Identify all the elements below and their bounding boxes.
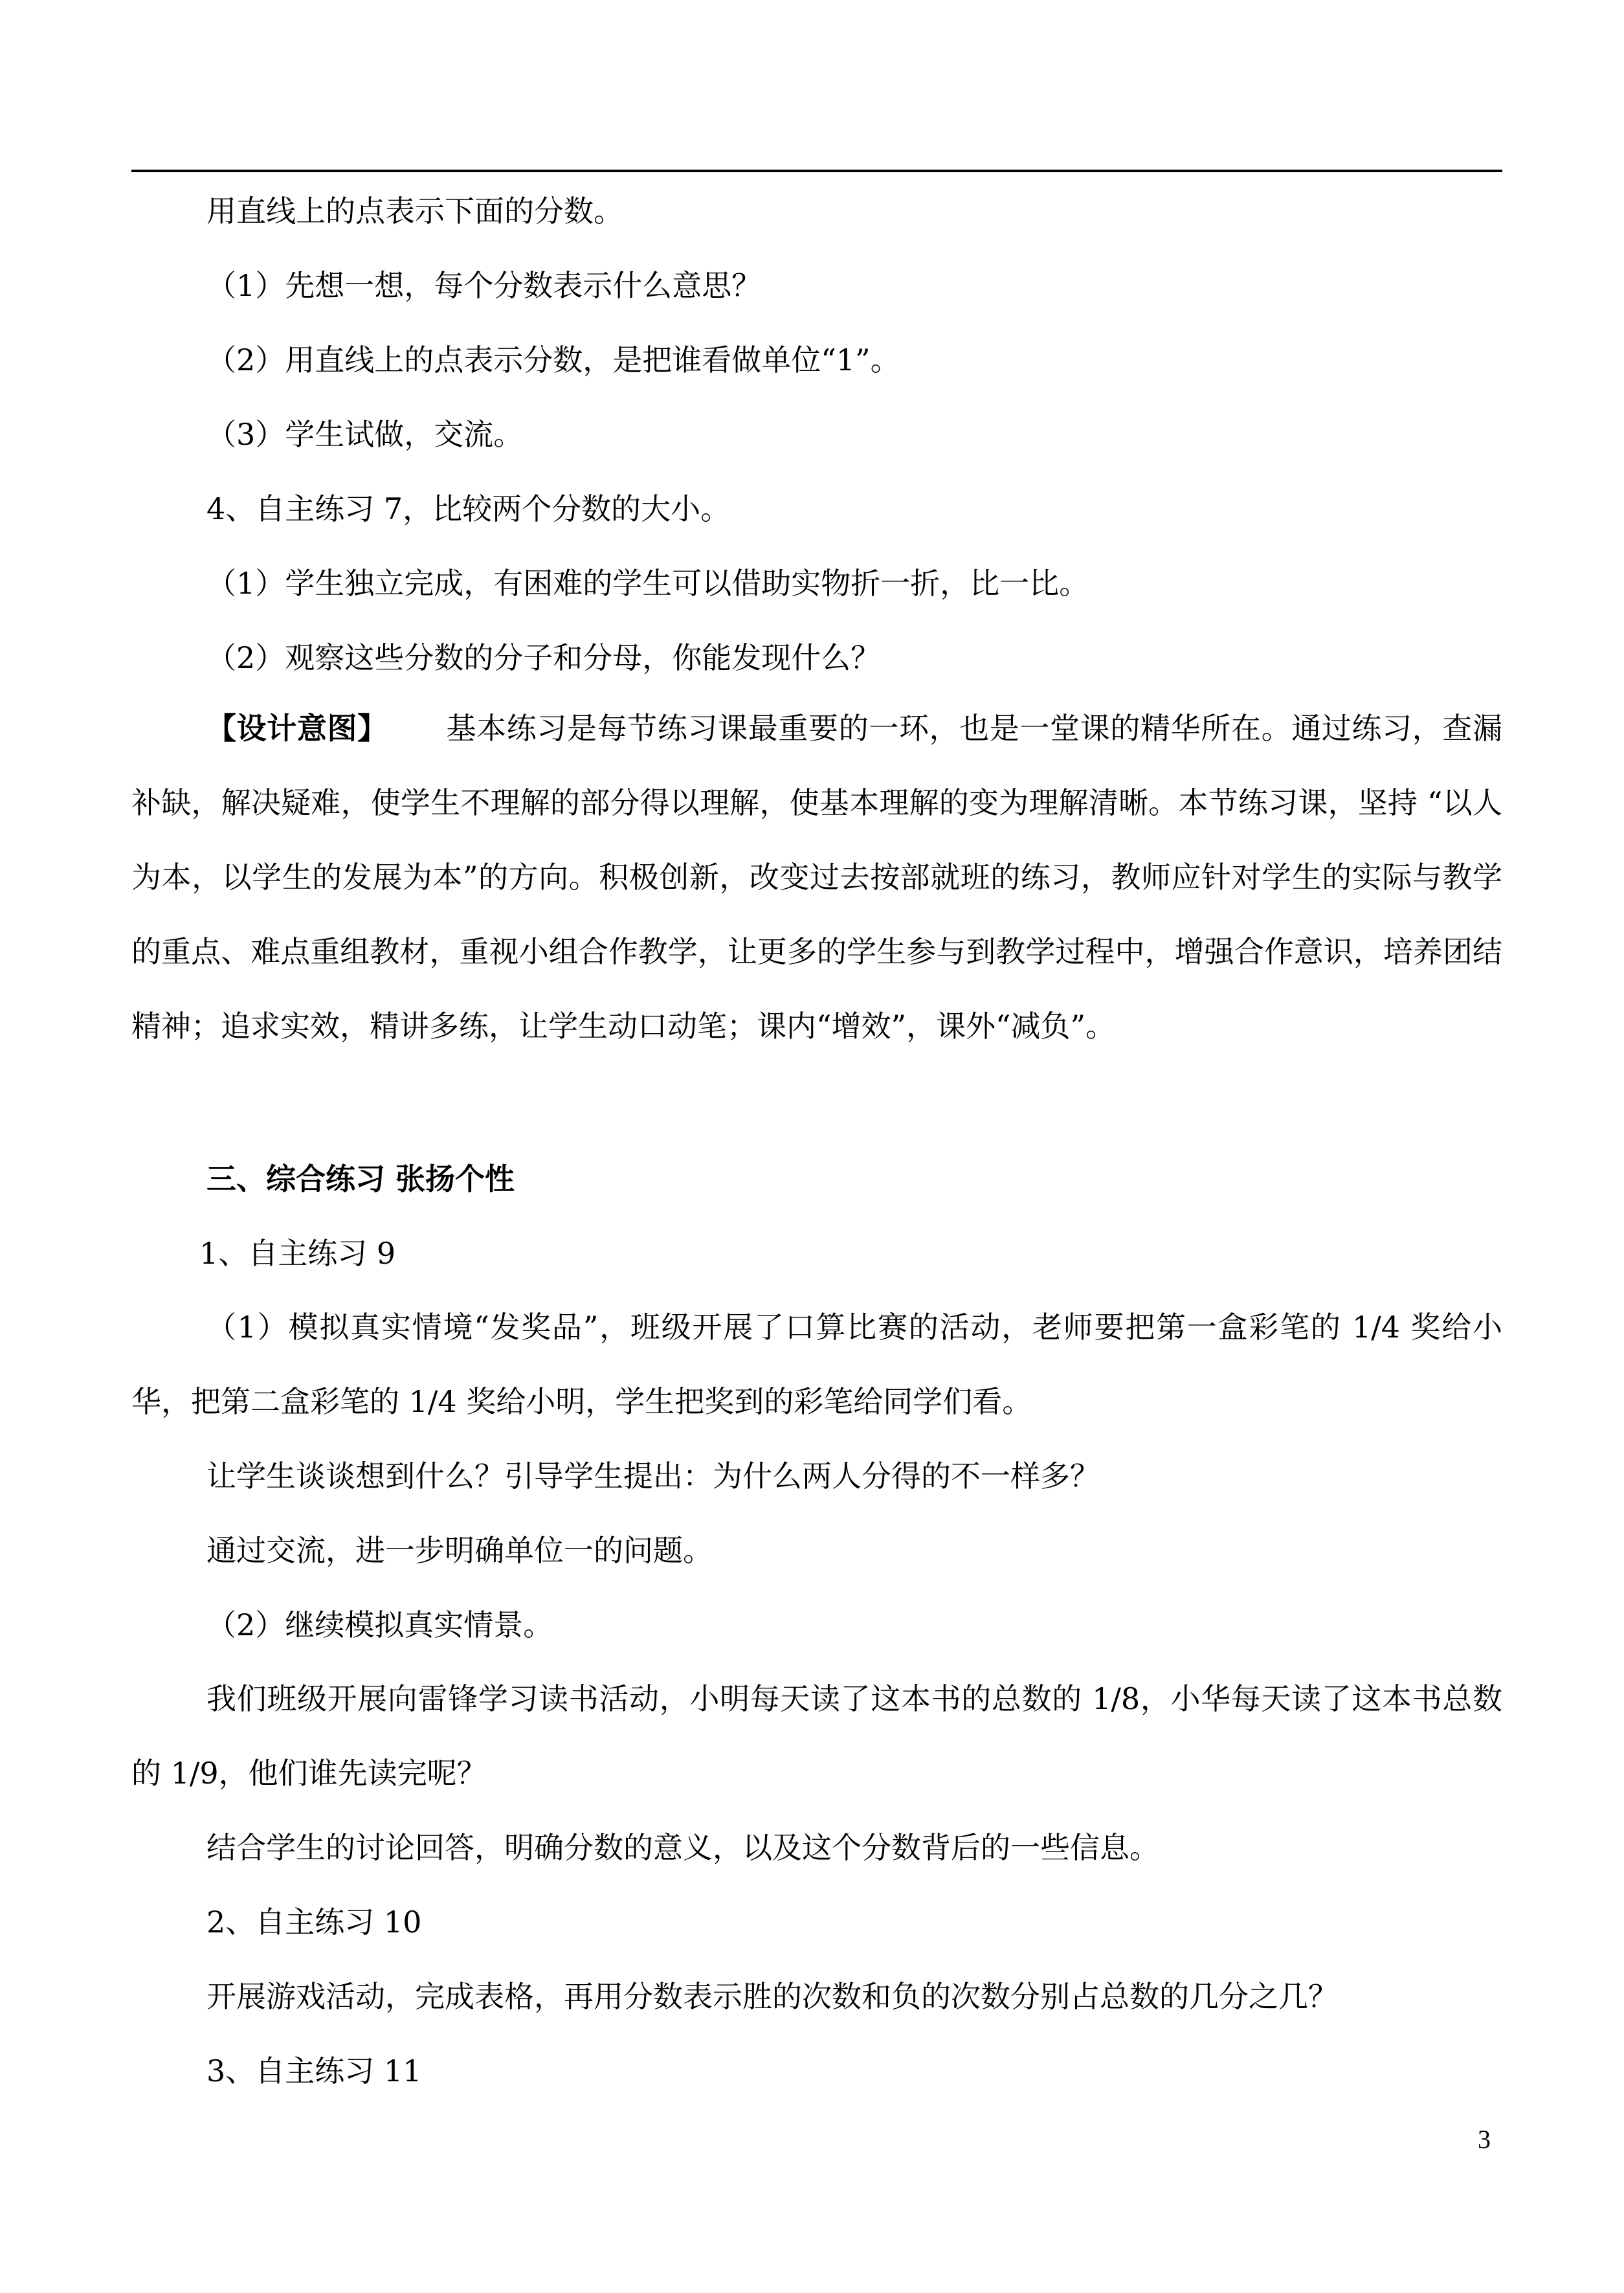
text-line: 1、自主练习 9 xyxy=(199,1236,396,1271)
text-line: （2）用直线上的点表示分数，是把谁看做单位“1”。 xyxy=(206,342,900,377)
text-line: 让学生谈谈想到什么？引导学生提出：为什么两人分得的不一样多？ xyxy=(206,1459,1100,1493)
section-heading: 三、综合练习 张扬个性 xyxy=(206,1161,515,1196)
text-line: 2、自主练习 10 xyxy=(206,1905,422,1940)
text-line: 结合学生的讨论回答，明确分数的意义，以及这个分数背后的一些信息。 xyxy=(206,1830,1159,1865)
text-line: （2）继续模拟真实情景。 xyxy=(206,1607,553,1642)
text-line: （1）学生独立完成，有困难的学生可以借助实物折一折，比一比。 xyxy=(206,566,1089,601)
text-line: 用直线上的点表示下面的分数。 xyxy=(206,194,623,229)
design-intent-label: 【设计意图】 xyxy=(206,711,388,746)
text-line: 通过交流，进一步明确单位一的问题。 xyxy=(206,1533,713,1568)
design-intent-text: 基本练习是每节练习课最重要的一环，也是一堂课的精华所在。通过练习，查漏补缺，解决疑难，使学生不理解的部分得以理解，使基本理解的变为理解清晰。本节练习课，坚持 “以人为本，以学生的发展为本”的方向。积极创新，改变过去按部就班的练习，教师应针对学生的实际与教学的重点、难点重组教材，重视小组合作教学，让更多的学生参与到教学过程中，增强合作意识，培养团结精神；追求实效，精讲多练，让学生动口动笔；课内“增效”，课外“减负”。 xyxy=(131,711,1503,1044)
page-number: 3 xyxy=(1478,2125,1491,2154)
text-paragraph: 我们班级开展向雷锋学习读书活动，小明每天读了这本书的总数的 1/8，小华每天读了这本书总数的 1/9，他们谁先读完呢？ xyxy=(131,1681,1502,1791)
text-line: （2）观察这些分数的分子和分母，你能发现什么？ xyxy=(206,640,881,675)
text-paragraph: （1）模拟真实情境“发奖品”，班级开展了口算比赛的活动，老师要把第一盒彩笔的 1/4 奖给小华，把第二盒彩笔的 1/4 奖给小明，学生把奖到的彩笔给同学们看。 xyxy=(131,1310,1502,1419)
header-rule xyxy=(131,170,1502,172)
text-line: 4、自主练习 7，比较两个分数的大小。 xyxy=(206,491,731,526)
text-line: （1）先想一想，每个分数表示什么意思？ xyxy=(206,268,762,303)
design-intent-paragraph xyxy=(131,691,1502,1064)
text-line: 3、自主练习 11 xyxy=(206,2053,422,2088)
text-line: （3）学生试做，交流。 xyxy=(206,417,524,452)
text-line: 开展游戏活动，完成表格，再用分数表示胜的次数和负的次数分别占总数的几分之几？ xyxy=(206,1979,1338,2014)
